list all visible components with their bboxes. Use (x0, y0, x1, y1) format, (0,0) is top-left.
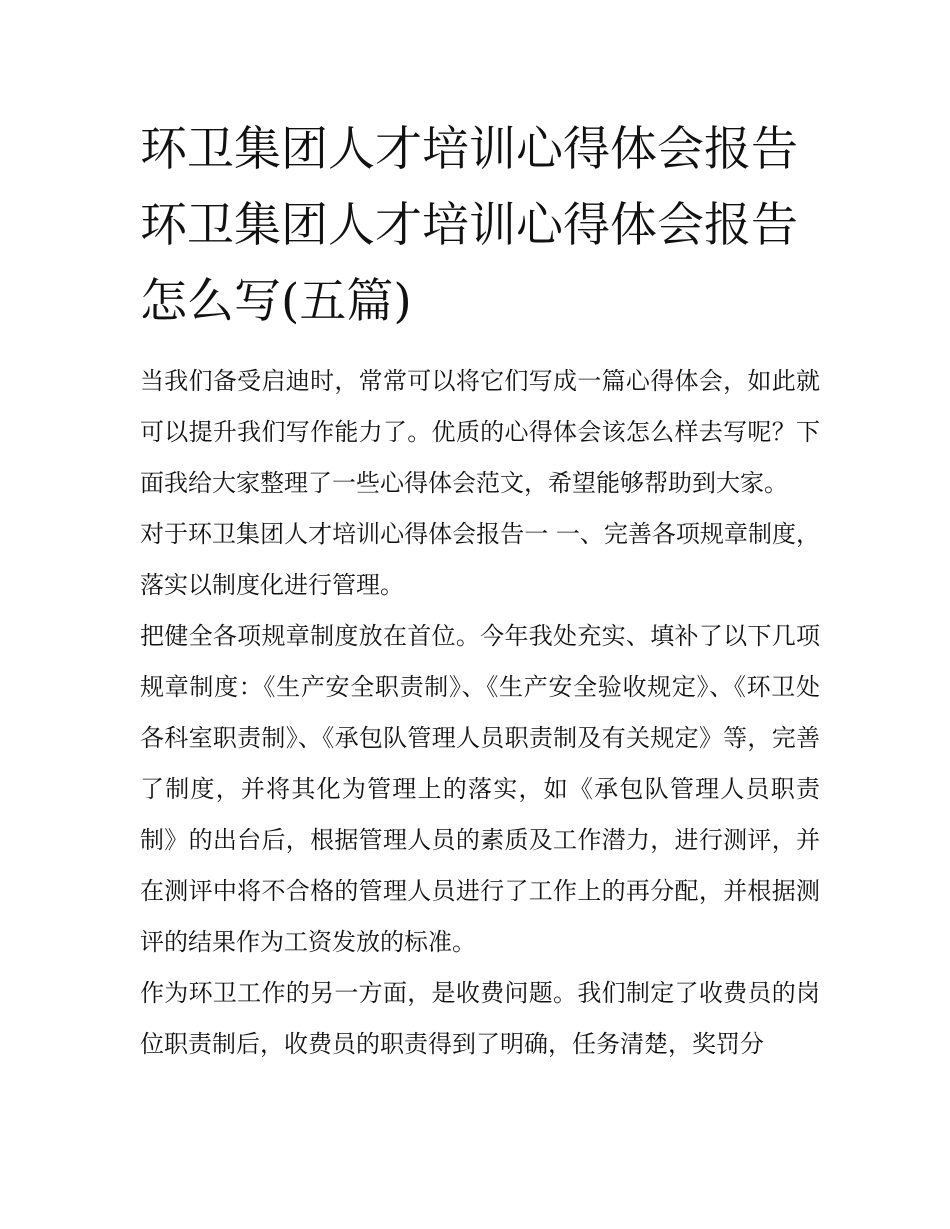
paragraph-intro: 当我们备受启迪时，常常可以将它们写成一篇心得体会，如此就可以提升我们写作能力了。优质的心得体会该怎么样去写呢？下面我给大家整理了一些心得体会范文，希望能够帮助到大家。 (140, 367, 820, 497)
paragraph-section-heading: 对于环卫集团人才培训心得体会报告一 一、完善各项规章制度，落实以制度化进行管理。 (140, 520, 820, 599)
document-title: 环卫集团人才培训心得体会报告 环卫集团人才培训心得体会报告怎么写(五篇) (140, 122, 798, 329)
paragraph-regulations: 把健全各项规章制度放在首位。今年我处充实、填补了以下几项规章制度：《生产安全职责制》、《生产安全验收规定》、《环卫处各科室职责制》、《承包队管理人员职责制及有关规定》等，完善了制度，并将其化为管理上的落实，如《承包队管理人员职责制》的出台后，根据管理人员的素质及工作潜力，进行测评，并在测评中将不合格的管理人员进行了工作上的再分配，并根据测评的结果作为工资发放的标准。 (140, 622, 820, 956)
paragraph-fees: 作为环卫工作的另一方面，是收费问题。我们制定了收费员的岗位职责制后，收费员的职责得到了明确，任务清楚，奖罚分 (140, 979, 820, 1058)
document-body (140, 356, 820, 1070)
